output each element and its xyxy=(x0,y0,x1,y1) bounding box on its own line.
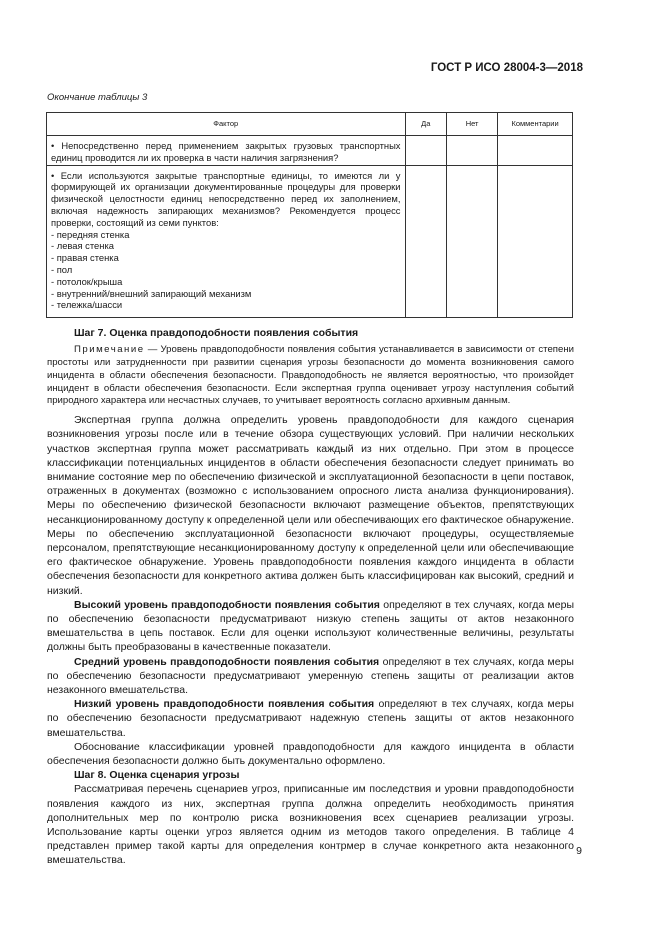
low-level-term: Низкий уровень правдоподобности появления события xyxy=(74,698,375,711)
step8-heading: Шаг 8. Оценка сценария угрозы xyxy=(74,769,240,782)
document-id: ГОСТ Р ИСО 28004-3—2018 xyxy=(430,62,583,74)
medium-level-text: определяют в тех случаях, когда меры по обеспечению безопасности предусматривают умеренную степень защиты от реализации актов незаконного вмешательства. xyxy=(47,655,574,697)
yes-cell xyxy=(405,136,447,166)
medium-level-paragraph xyxy=(47,655,574,698)
comments-cell xyxy=(498,165,573,317)
note-label: Примечание xyxy=(74,344,145,356)
page-number: 9 xyxy=(576,845,582,857)
no-cell xyxy=(447,136,498,166)
no-cell xyxy=(447,165,498,317)
table-row xyxy=(47,165,573,317)
table-caption: Окончание таблицы 3 xyxy=(47,92,148,103)
step7-paragraph: Экспертная группа должна определить уровень правдоподобности для каждого сценария возникновения угрозы после или в течение обзора существующих условий. При наличии нескольких участков экспертная группа может рассматривать каждый из них отдельно. При этом в процессе классификации потенциальных инцидентов в области обеспечения безопасности следует принимать во внимание состояние мер по обеспечению физической и эксплуатационной безопасности в цепи поставок, отраженных в документах (возможно с использованием опросного листа анализа функционирования). Меры по обеспечению физической безопасности включают размещение объектов, препятствующих несанкционированному доступу к определенной цели или обеспечивающих его фактическое обнаружение. Меры по обеспечению эксплуатационной безопасности включают процедуры, осуществляемые персоналом, препятствующие несанкционированному доступу к определенной цели или обеспечивающие его фактическое обнаружение. Уровень правдоподобности появления каждого инцидента в области обеспечения безопасности для конкретного актива должен быть классифицирован как высокий, средний и низкий. xyxy=(47,414,574,597)
justification-paragraph: Обоснование классификации уровней правдоподобности для каждого инцидента в области обеспечения безопасности должно быть документально оформлено. xyxy=(47,740,574,768)
high-level-text: определяют в тех случаях, когда меры по обеспечению безопасности предусматривают низкую степень защиты от актов незаконного вмешательства в цепь поставок. Если для оценки используют количественные величины, результаты должны быть преобразованы в качественные показатели. xyxy=(47,598,574,654)
column-header-factor: Фактор xyxy=(47,113,406,136)
column-header-comments: Комментарии xyxy=(498,113,573,136)
medium-level-term: Средний уровень правдоподобности появления события xyxy=(74,655,380,668)
note xyxy=(47,344,574,408)
note-text: — Уровень правдоподобности появления события устанавливается в зависимости от степени простоты или затрудненности при развитии сценария угрозы безопасности до момента возникновения самого инцидента в области обеспечения безопасности. Правдоподобность не является вероятностью, что произойдет инцидент в области обеспечения безопасности. Если экспертная группа оценивает угрозу наступления событий природного характера или несчастных случаев, то учитывает вероятность согласно архивным данным. xyxy=(47,344,574,407)
table-header-row xyxy=(47,113,573,136)
yes-cell xyxy=(405,165,447,317)
column-header-yes: Да xyxy=(405,113,447,136)
step7-heading: Шаг 7. Оценка правдоподобности появления события xyxy=(74,327,359,339)
high-level-term: Высокий уровень правдоподобности появления события xyxy=(74,598,380,611)
comments-cell xyxy=(498,136,573,166)
factor-cell: • Если используются закрытые транспортные единицы, то имеются ли у формирующей их организации документированные процедуры для проверки физической целостности единиц непосредственно перед их заполнением, включая надежность запирающих механизмов? Рекомендуется процесс проверки, состоящий из семи пунктов: - передняя стенка - левая стенка - правая стенка - пол - потолок/крыша - внутренний/внешний запирающий механизм - тележка/шасси xyxy=(47,165,406,317)
low-level-paragraph xyxy=(47,697,574,740)
step8-paragraph: Рассматривая перечень сценариев угроз, приписанные им последствия и уровни правдоподобности появления каждого из них, экспертная группа должна определить необходимость принятия дополнительных мер по контролю риска возникновения всех сценариев реализации угрозы. Использование карты оценки угроз является одним из методов такого определения. В таблице 4 представлен пример такой карты для определения контрмер в случае конкретного акта незаконного вмешательства. xyxy=(47,783,574,867)
factor-cell: • Непосредственно перед применением закрытых грузовых транспортных единиц проводится ли их проверка в части наличия загрязнения? xyxy=(47,136,406,166)
high-level-paragraph xyxy=(47,598,574,655)
table-row xyxy=(47,136,573,166)
step7-section xyxy=(47,326,574,868)
column-header-no: Нет xyxy=(447,113,498,136)
factor-table xyxy=(46,112,573,318)
low-level-text: определяют в тех случаях, когда меры по обеспечению безопасности предусматривают надежную степень защиты от актов незаконного вмешательства. xyxy=(47,698,574,739)
